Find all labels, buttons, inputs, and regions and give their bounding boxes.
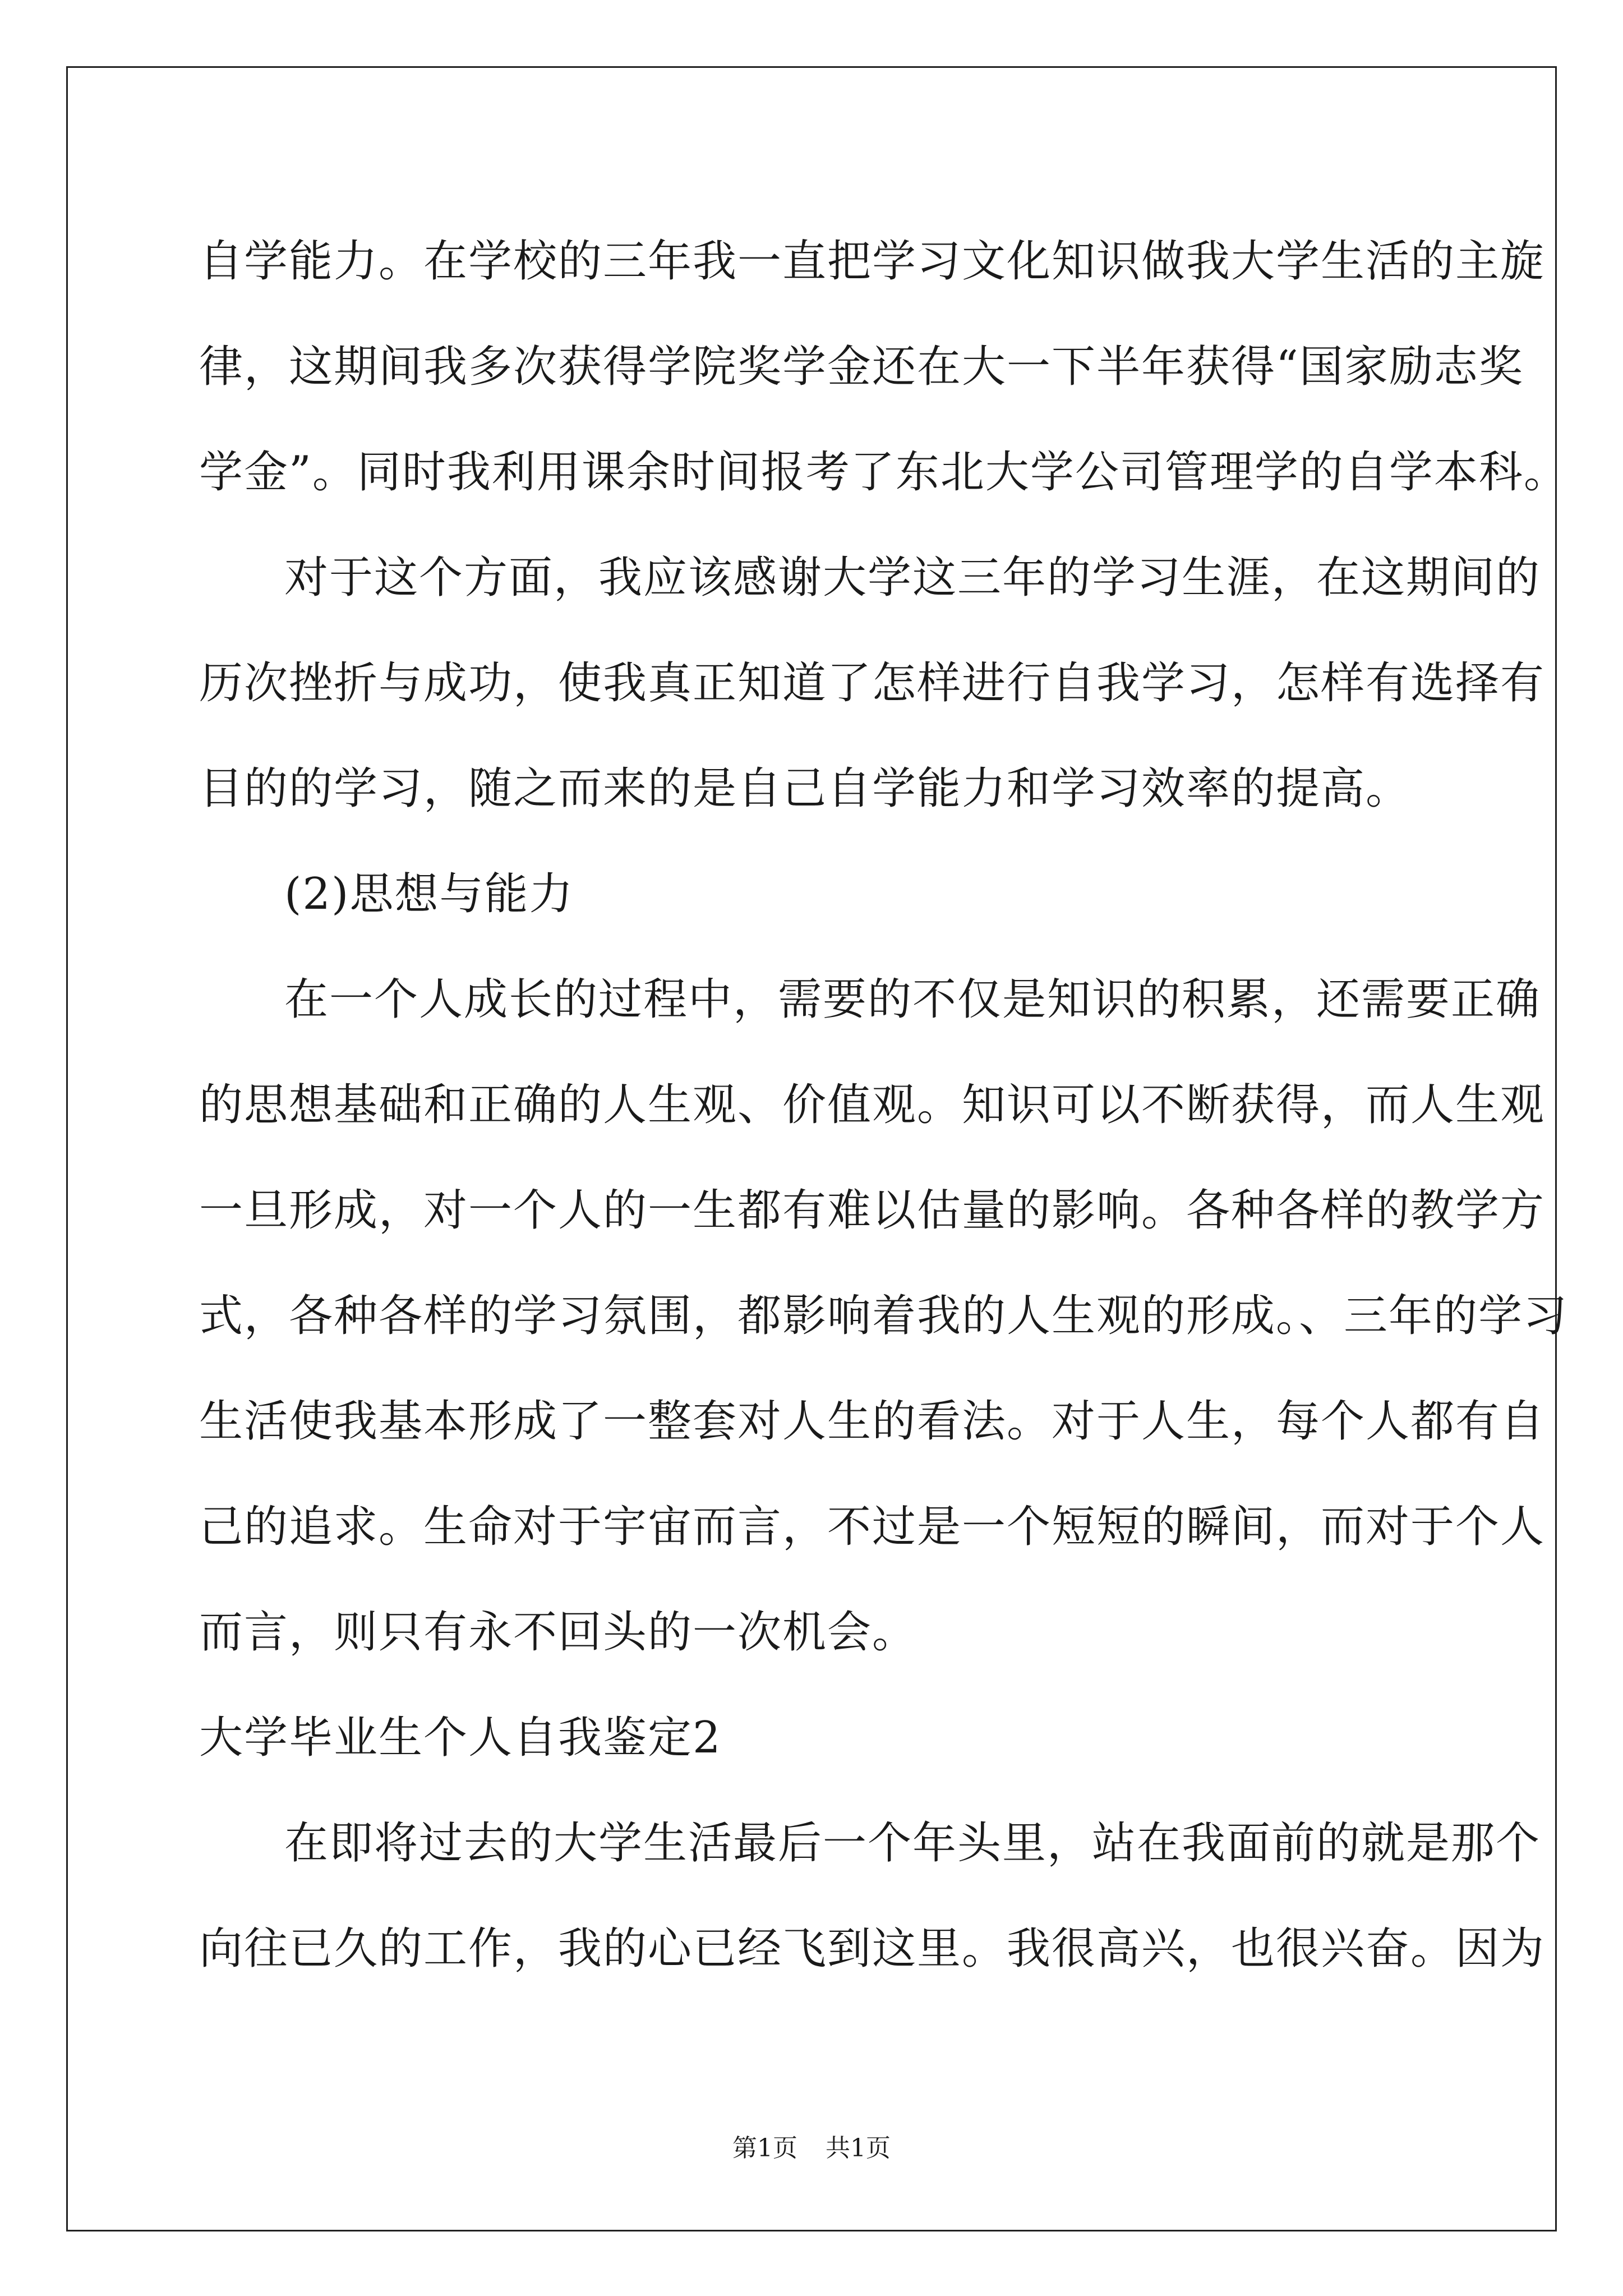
section-subheading: (2)思想与能力 xyxy=(284,869,574,919)
document-body xyxy=(199,209,1569,2001)
paragraph-start-line: 对于这个方面，我应该感谢大学这三年的学习生涯，在这期间的 xyxy=(284,553,1541,603)
text-line: 一旦形成，对一个人的一生都有难以估量的影响。各种各样的教学方 xyxy=(199,1185,1546,1236)
text-line: 的思想基础和正确的人生观、价值观。知识可以不断获得，而人生观 xyxy=(199,1080,1546,1130)
text-line: 向往已久的工作，我的心已经飞到这里。我很高兴，也很兴奋。因为 xyxy=(199,1924,1546,1974)
text-line: 己的追求。生命对于宇宙而言，不过是一个短短的瞬间，而对于个人 xyxy=(199,1502,1546,1552)
text-line: 生活使我基本形成了一整套对人生的看法。对于人生，每个人都有自 xyxy=(199,1396,1546,1447)
section-heading: 大学毕业生个人自我鉴定2 xyxy=(199,1713,722,1763)
text-line: 而言，则只有永不回头的一次机会。 xyxy=(199,1607,917,1658)
paragraph-start-line: 在一个人成长的过程中，需要的不仅是知识的积累，还需要正确 xyxy=(284,974,1541,1025)
text-line: 学金”。同时我利用课余时间报考了东北大学公司管理学的自学本科。 xyxy=(199,447,1569,498)
page-number: 第1页 xyxy=(732,2134,797,2162)
text-line: 目的的学习，随之而来的是自己自学能力和学习效率的提高。 xyxy=(199,763,1411,814)
page-total: 共1页 xyxy=(826,2134,891,2162)
text-line: 历次挫折与成功，使我真正知道了怎样进行自我学习，怎样有选择有 xyxy=(199,658,1546,708)
text-line: 律，这期间我多次获得学院奖学金还在大一下半年获得“国家励志奖 xyxy=(199,342,1524,392)
text-line: 自学能力。在学校的三年我一直把学习文化知识做我大学生活的主旋 xyxy=(199,236,1546,287)
paragraph-start-line: 在即将过去的大学生活最后一个年头里，站在我面前的就是那个 xyxy=(284,1818,1541,1869)
text-line: 式，各种各样的学习氛围，都影响着我的人生观的形成。、三年的学习 xyxy=(199,1291,1569,1341)
page-footer xyxy=(0,2132,1623,2165)
